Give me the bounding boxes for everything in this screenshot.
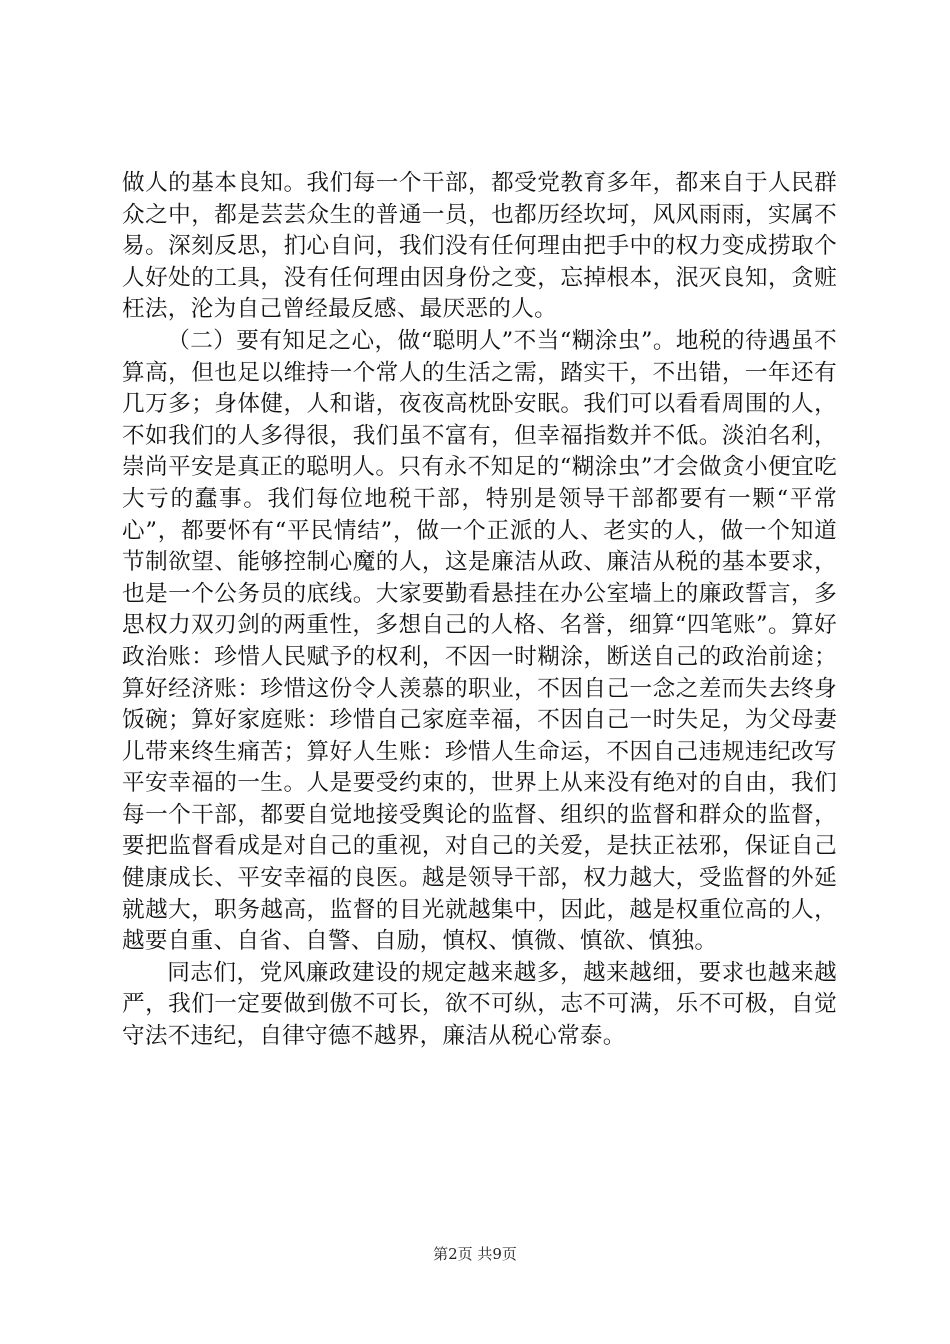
page-footer: 第2页 共9页 — [433, 1245, 517, 1263]
document-body — [122, 168, 837, 1053]
paragraph-contentment: （二）要有知足之心，做“聪明人”不当“糊涂虫”。地税的待遇虽不算高，但也足以维持一个常人的生活之需，踏实干，不出错，一年还有几万多；身体健，人和谐，夜夜高枕卧安眠。我们可以看看周围的人，不如我们的人多得很，我们虽不富有，但幸福指数并不低。淡泊名利，崇尚平安是真正的聪明人。只有永不知足的“糊涂虫”才会做贪小便宜吃大亏的蠢事。我们每位地税干部，特别是领导干部都要有一颗“平常心”，都要怀有“平民情结”，做一个正派的人、老实的人，做一个知道节制欲望、能够控制心魔的人，这是廉洁从政、廉洁从税的基本要求，也是一个公务员的底线。大家要勤看悬挂在办公室墙上的廉政誓言，多思权力双刃剑的两重性，多想自己的人格、名誉，细算“四笔账”。算好政治账：珍惜人民赋予的权利，不因一时糊涂，断送自己的政治前途；算好经济账：珍惜这份令人羡慕的职业，不因自己一念之差而失去终身饭碗；算好家庭账：珍惜自己家庭幸福，不因自己一时失足，为父母妻儿带来终生痛苦；算好人生账：珍惜人生命运，不因自己违规违纪改写平安幸福的一生。人是要受约束的，世界上从来没有绝对的自由，我们每一个干部，都要自觉地接受舆论的监督、组织的监督和群众的监督，要把监督看成是对自己的重视，对自己的关爱，是扶正祛邪，保证自己健康成长、平安幸福的良医。越是领导干部，权力越大，受监督的外延就越大，职务越高，监督的目光就越集中，因此，越是权重位高的人，越要自重、自省、自警、自励，慎权、慎微、慎欲、慎独。 — [122, 327, 837, 955]
paragraph-continuation: 做人的基本良知。我们每一个干部，都受党教育多年，都来自于人民群众之中，都是芸芸众生的普通一员，也都历经坎坷，风风雨雨，实属不易。深刻反思，扪心自问，我们没有任何理由把手中的权力变成捞取个人好处的工具，没有任何理由因身份之变，忘掉根本，泯灭良知，贪赃枉法，沦为自己曾经最反感、最厌恶的人。 — [122, 170, 837, 323]
paragraph-closing: 同志们，党风廉政建设的规定越来越多，越来越细，要求也越来越严，我们一定要做到傲不可长，欲不可纵，志不可满，乐不可极，自觉守法不违纪，自律守德不越界，廉洁从税心常泰。 — [122, 959, 837, 1050]
